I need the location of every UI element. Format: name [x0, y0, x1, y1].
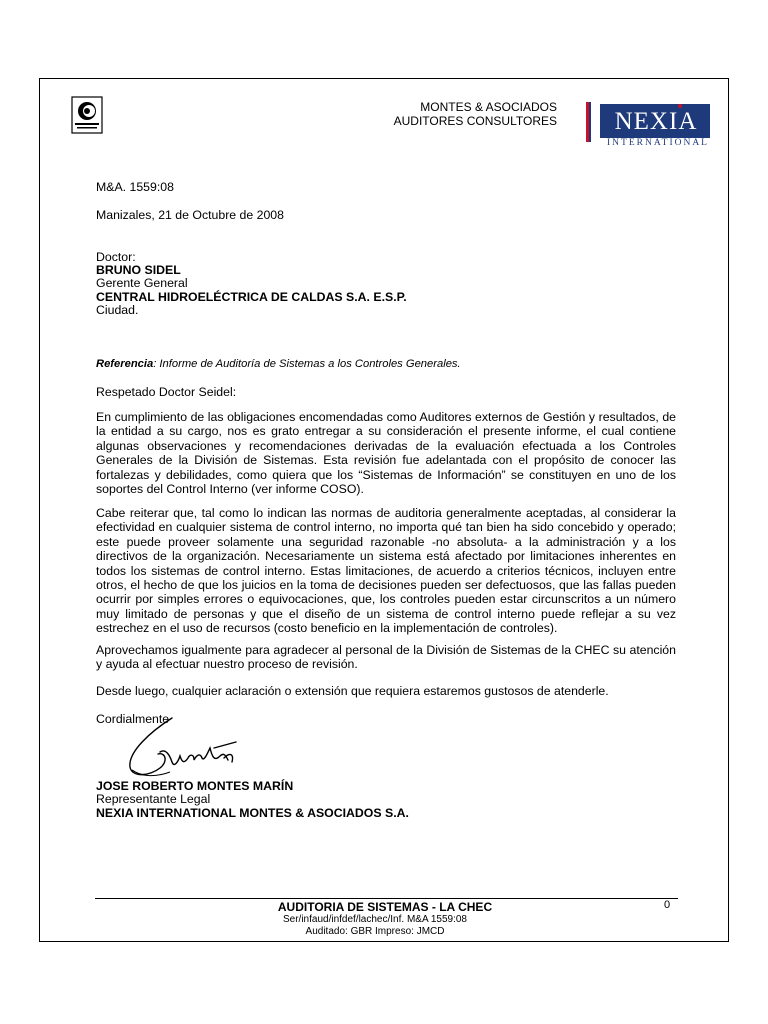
- footer-title: AUDITORIA DE SISTEMAS - LA CHEC: [277, 900, 493, 914]
- signer-role: Representante Legal: [96, 792, 211, 806]
- reference-line: [96, 358, 461, 370]
- recipient-name: BRUNO SIDEL: [96, 263, 181, 277]
- signer-company: NEXIA INTERNATIONAL MONTES & ASOCIADOS S.A.: [96, 806, 409, 820]
- signer-name: JOSE ROBERTO MONTES MARÍN: [96, 779, 294, 793]
- nexia-logo-wordmark: NEXIA: [614, 108, 698, 135]
- reference-label: Referencia: [96, 358, 154, 370]
- footer-file-ref: Ser/infaud/infdef/lachec/Inf. M&A 1559:08: [282, 914, 467, 925]
- footer-divider: [95, 898, 678, 899]
- reference-number: M&A. 1559:08: [96, 180, 174, 194]
- firm-header: [362, 100, 557, 128]
- certification-logo-icon: [71, 96, 103, 134]
- footer-audit-info: Auditado: GBR Impreso: JMCD: [305, 926, 445, 937]
- nexia-logo: [586, 102, 714, 148]
- recipient-company: CENTRAL HIDROELÉCTRICA DE CALDAS S.A. E.S.P.: [96, 290, 407, 304]
- signature-icon: [110, 712, 260, 787]
- greeting: Respetado Doctor Seidel:: [96, 385, 237, 399]
- nexia-logo-subtext: INTERNATIONAL: [607, 138, 709, 148]
- page-number: 0: [664, 899, 671, 911]
- recipient-role: Gerente General: [96, 276, 188, 290]
- closing: Cordialmente: [96, 712, 170, 726]
- certification-seal: [54, 96, 120, 139]
- body-paragraph-1: En cumplimiento de las obligaciones encomendadas como Auditores externos de Gestión y resultados, de la entidad a su cargo, nos es grato entregar a su consideración el presente informe, el cual contiene algunas observaciones y recomendaciones derivadas de la evaluación efectuada a los Controles Generales de la División de Sistemas. Esta revisión fue adelantada con el propósito de conocer las fortalezas y debilidades, como quiera que los “Sistemas de Información” se constituyen en uno de los soportes del Control Interno (ver informe COSO).: [96, 410, 676, 497]
- firm-name-line2: AUDITORES CONSULTORES: [393, 114, 557, 128]
- body-paragraph-3: Aprovechamos igualmente para agradecer al personal de la División de Sistemas de la CHEC su atención y ayuda al efectuar nuestro proceso de revisión.: [96, 643, 676, 672]
- place-date: Manizales, 21 de Octubre de 2008: [96, 208, 284, 222]
- reference-text: : Informe de Auditoría de Sistemas a los Controles Generales.: [153, 358, 461, 370]
- recipient-city: Ciudad.: [96, 303, 139, 317]
- salutation-title: Doctor:: [96, 250, 136, 264]
- body-paragraph-4: Desde luego, cualquier aclaración o extensión que requiera estaremos gustosos de atenderle.: [96, 684, 609, 698]
- body-paragraph-2: Cabe reiterar que, tal como lo indican las normas de auditoria generalmente aceptadas, al considerar la efectividad en cualquier sistema de control interno, no importa qué tan bien ha sido concebido y operado; este puede proveer solamente una seguridad razonable -no absoluta- a la administración y a los directivos de la organización. Necesariamente un sistema está afectado por limitaciones inherentes en todos los sistemas de control interno. Estas limitaciones, de acuerdo a criterios técnicos, incluyen entre otros, el hecho de que los juicios en la toma de decisiones pueden ser defectuosos, que las fallas pueden ocurrir por simples errores o equivocaciones, que, los controles pueden estar circunscritos a un número muy limitado de personas y que el diseño de un sistema de control interno puede reflejar a su vez estrechez en el uso de recursos (costo beneficio en la implementación de controles).: [96, 506, 676, 636]
- firm-name-line1: MONTES & ASOCIADOS: [420, 100, 557, 114]
